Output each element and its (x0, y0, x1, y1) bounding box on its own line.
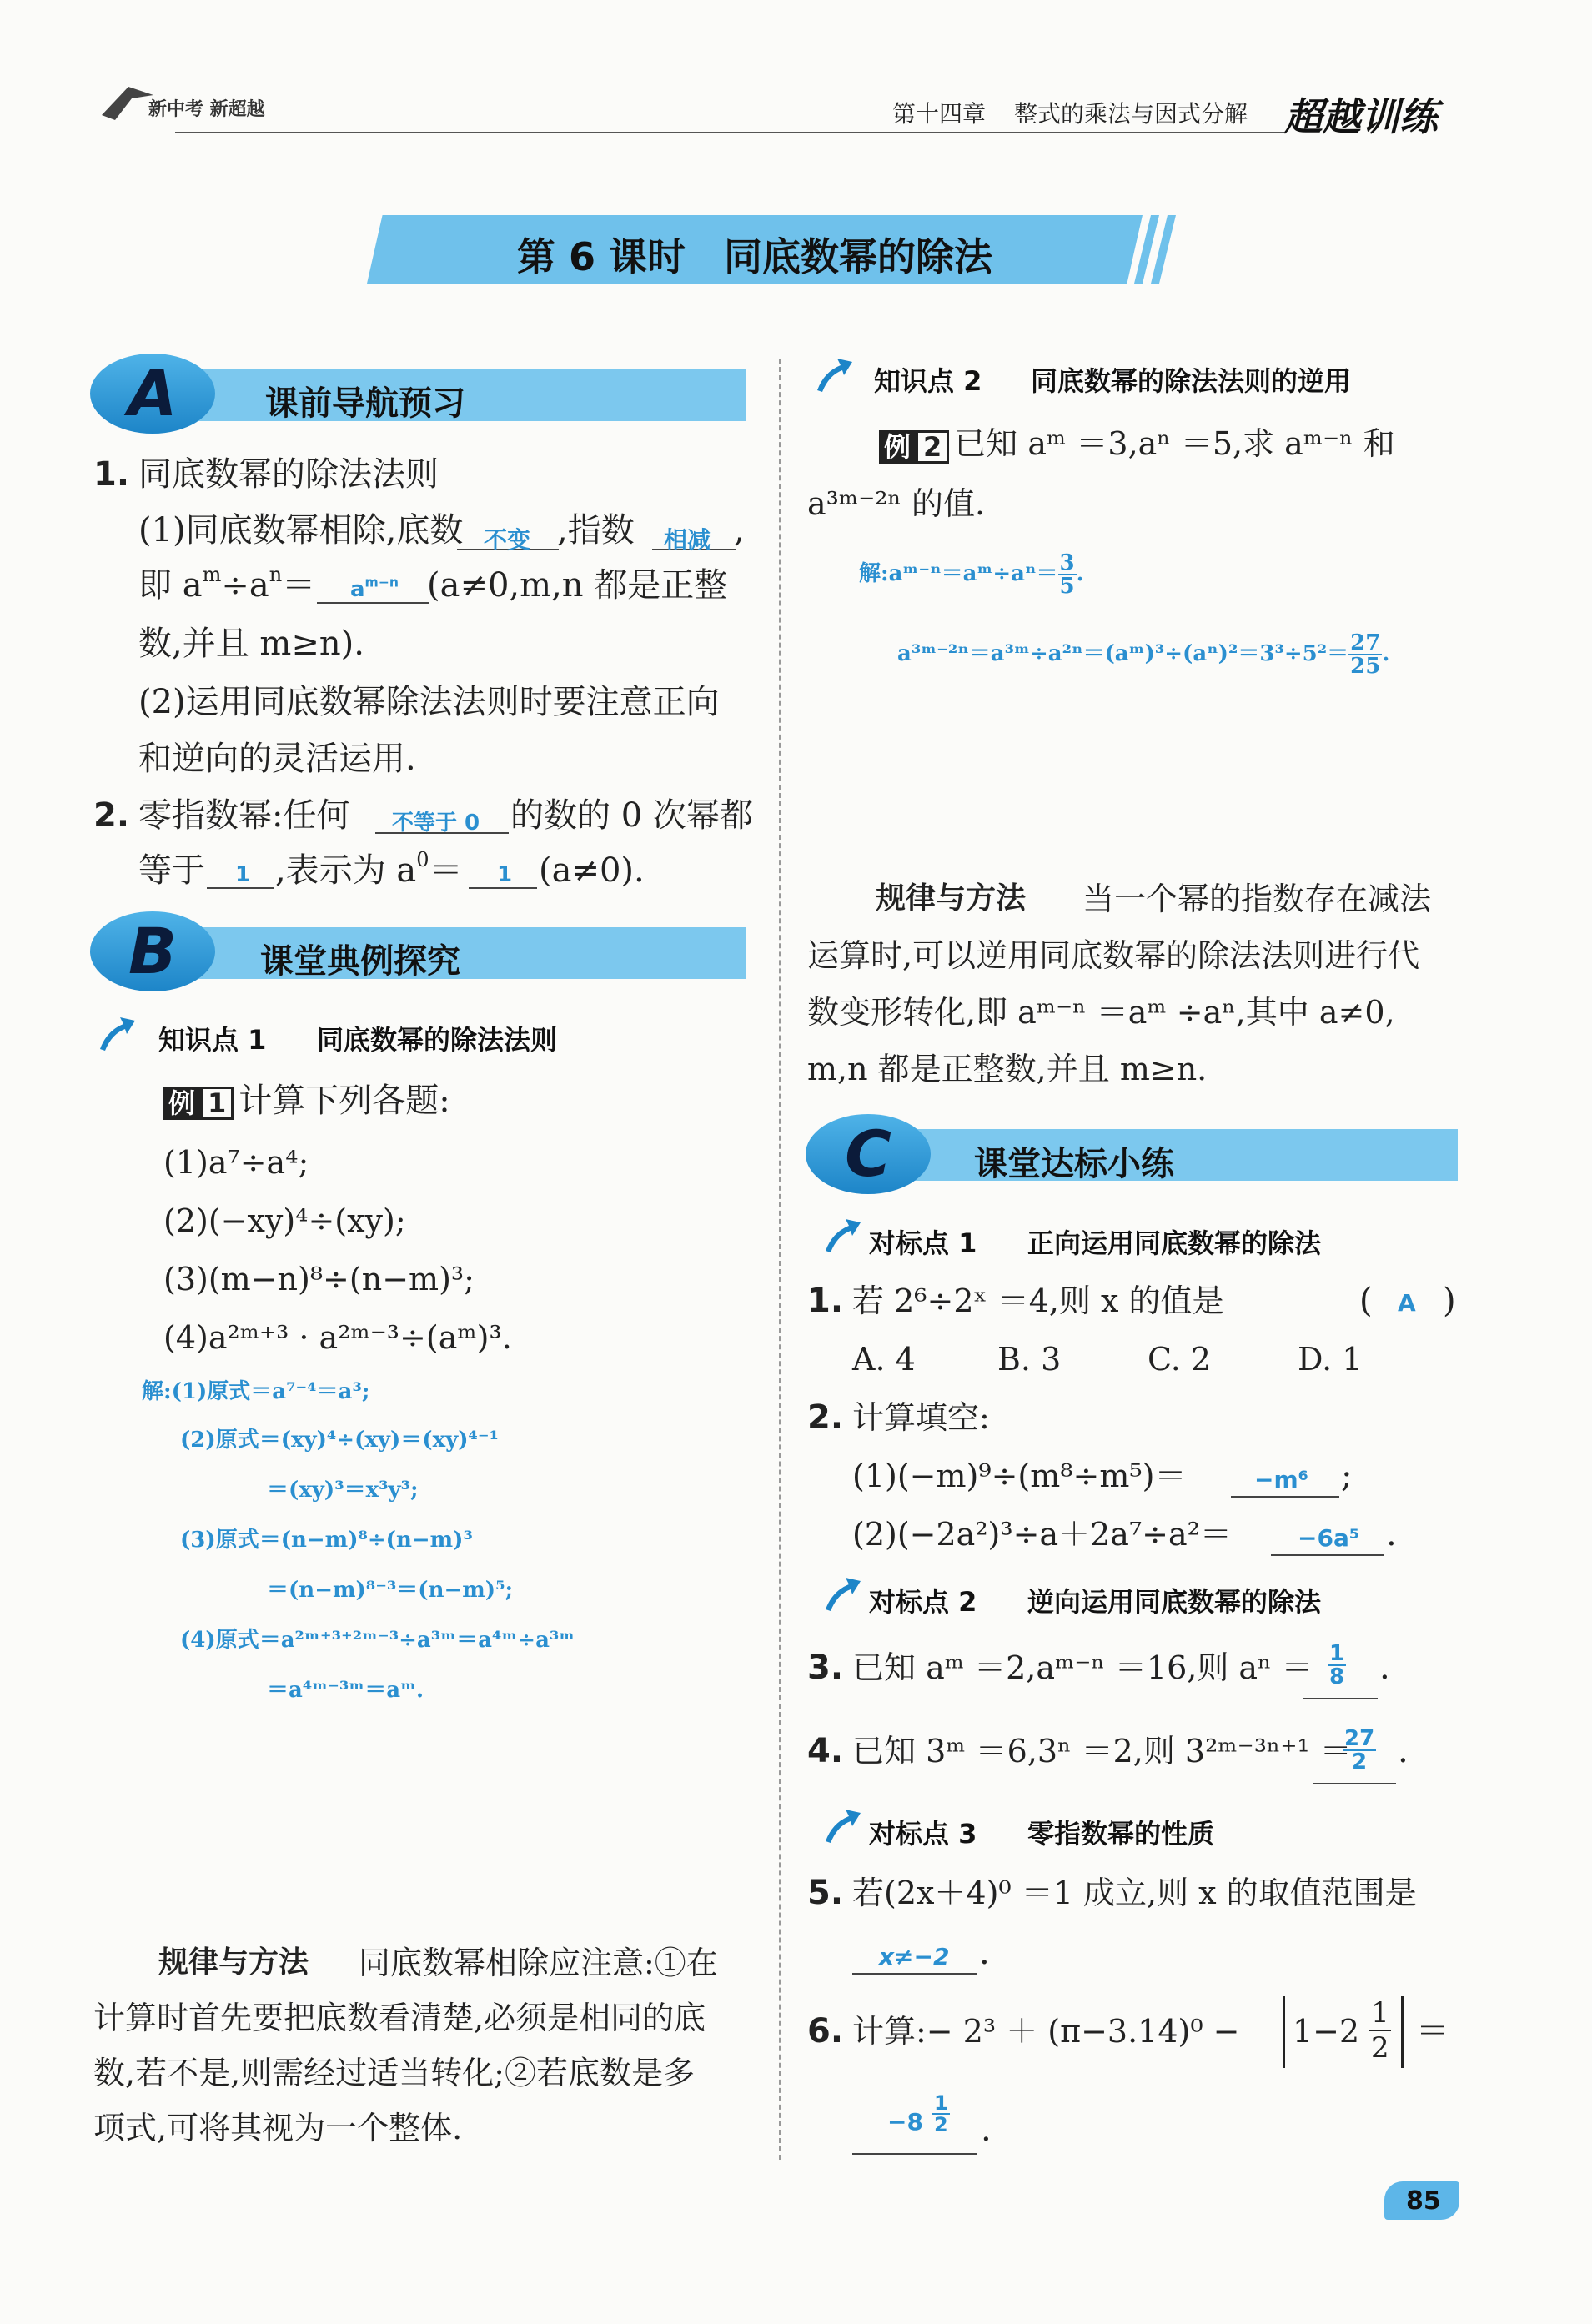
rule2-line1: 当一个幂的指数存在减法 (1082, 881, 1432, 917)
ex2-sol2-end: . (1382, 641, 1390, 666)
fraction-denominator: 25 (1350, 654, 1381, 679)
ex2-sol1-end: . (1076, 561, 1084, 586)
a1-line2-b-sup: n (269, 563, 283, 586)
ex1-sol4: (3)原式＝(n−m)⁸÷(n−m)³ (180, 1528, 473, 1553)
ex1-q3: (3)(m−n)⁸÷(n−m)³; (163, 1261, 475, 1298)
ex2-sol2 (897, 632, 1389, 677)
ex2-sol1-text: 解:aᵐ⁻ⁿ＝aᵐ÷aⁿ＝ (859, 561, 1058, 586)
a1-answer3 (350, 577, 399, 602)
ex1-prompt: 计算下列各题: (239, 1082, 450, 1120)
ex1-q4: (4)a²ᵐ⁺³ · a²ᵐ⁻³÷(aᵐ)³. (163, 1319, 512, 1356)
rule2-line4: m,n 都是正整数,并且 m≥n. (807, 1051, 1208, 1087)
ex1-sol7: ＝a⁴ᵐ⁻³ᵐ＝aᵐ. (267, 1678, 424, 1703)
fraction-numerator: 27 (1344, 1726, 1375, 1751)
ex2-sol2-text: a³ᵐ⁻²ⁿ＝a³ᵐ÷a²ⁿ＝(aᵐ)³÷(aⁿ)²＝3³÷5²＝ (897, 641, 1349, 666)
c2-end2: . (1386, 1515, 1397, 1554)
c5-end: . (979, 1934, 990, 1972)
a1-number: 1. (93, 455, 130, 494)
rule1-line2: 计算时首先要把底数看清楚,必须是相同的底 (93, 2000, 706, 2036)
rule1-title: 规律与方法 (158, 1945, 309, 1980)
tp1-label: 对标点 1 (869, 1227, 977, 1259)
c5-number: 5. (807, 1874, 844, 1912)
rule2-title: 规律与方法 (876, 881, 1027, 916)
tp2-label: 对标点 2 (869, 1586, 977, 1618)
fraction-numerator: 3 (1059, 550, 1075, 575)
section-c-badge: C (806, 1114, 931, 1194)
c4-blank (1313, 1783, 1396, 1784)
ex2-line1 (879, 424, 1395, 464)
c2-q2: (2)(−2a²)³÷a＋2a⁷÷a²＝ (852, 1516, 1232, 1553)
ex2-sol1 (859, 552, 1084, 597)
c2-blank2 (1271, 1554, 1384, 1556)
rule2-line2: 运算时,可以逆用同底数幂的除法法则进行代 (807, 937, 1420, 974)
lesson-title: 第 6 课时 同底数幂的除法 (517, 234, 993, 279)
ex1-sol5: ＝(n−m)⁸⁻³＝(n−m)⁵; (267, 1578, 514, 1603)
fraction-denominator: 2 (934, 2113, 948, 2136)
ex1-q1: (1)a⁷÷a⁴; (163, 1144, 309, 1181)
c5-question: 若(2x＋4)⁰ ＝1 成立,则 x 的取值范围是 (852, 1875, 1417, 1911)
knowledge-point-arrow-icon (98, 1016, 135, 1052)
ex2-line2: a³ᵐ⁻²ⁿ 的值. (807, 485, 986, 522)
c3-end: . (1379, 1649, 1390, 1687)
section-c-title: 课堂达标小练 (974, 1145, 1174, 1183)
header-rule (175, 132, 1284, 133)
rule2-line3: 数变形转化,即 aᵐ⁻ⁿ ＝aᵐ ÷aⁿ,其中 a≠0, (807, 994, 1395, 1031)
c2-q1: (1)(−m)⁹÷(m⁸÷m⁵)＝ (852, 1458, 1187, 1494)
c6-number: 6. (807, 2012, 844, 2050)
tp1-title: 正向运用同底数幂的除法 (1027, 1227, 1322, 1259)
a2-blank3 (469, 887, 537, 889)
a2-line2c: ＝ (429, 851, 463, 890)
c4-answer (1343, 1728, 1376, 1773)
ex1-sol3: ＝(xy)³＝x³y³; (267, 1478, 419, 1503)
ex1-head (163, 1081, 450, 1121)
knowledge-point-arrow-icon (816, 357, 852, 394)
a1-line1a: (1)同底数幂相除,底数 (138, 511, 464, 550)
page-number: 85 (1406, 2186, 1441, 2216)
a1-line2-c: ＝ (282, 566, 316, 605)
ex2-sol2-fraction (1348, 632, 1382, 677)
section-b-badge: B (90, 911, 215, 991)
c1-option-c: C. 2 (1148, 1341, 1212, 1378)
a2-line2b-sup: 0 (416, 848, 429, 871)
fraction-denominator: 5 (1059, 574, 1075, 599)
c6-abs-fraction (1369, 1996, 1391, 2065)
a1-answer1: 不变 (484, 526, 531, 554)
ex1-sol1: 解:(1)原式＝a⁷⁻⁴＝a³; (142, 1379, 370, 1404)
c6-question: 计算:− 2³ ＋ (π−3.14)⁰ − (852, 2013, 1240, 2050)
c3-number: 3. (807, 1649, 844, 1687)
ex2-sol1-fraction (1058, 552, 1077, 597)
c6-answer-whole: −8 (887, 2108, 923, 2136)
c2-answer2: −6a⁵ (1298, 1524, 1360, 1552)
a1-line2d: (a≠0,m,n 都是正整 (427, 566, 728, 605)
a2-line2b-text: ,表示为 a (275, 851, 417, 890)
target-point-arrow-icon (824, 1217, 861, 1254)
c3-question: 已知 aᵐ ＝2,aᵐ⁻ⁿ ＝16,则 aⁿ ＝ (852, 1649, 1313, 1686)
c2-number: 2. (807, 1398, 844, 1437)
c2-question: 计算填空: (852, 1399, 990, 1436)
c6-abs-inner: 1−2 (1293, 2013, 1360, 2050)
example-tag: 例 (879, 430, 916, 464)
c1-option-a: A. 4 (852, 1341, 916, 1378)
c3-answer (1328, 1643, 1346, 1688)
c2-answer1: −m⁶ (1254, 1466, 1308, 1493)
ex2-line1-text: 已知 aᵐ ＝3,aⁿ ＝5,求 aᵐ⁻ⁿ 和 (954, 425, 1395, 462)
a1-line2-a: 即 a (138, 566, 203, 605)
c6-equals: ＝ (1416, 2012, 1449, 2050)
a2-answer2: 1 (235, 862, 251, 887)
example-number: 1 (200, 1087, 234, 1120)
c1-question: 若 2⁶÷2ˣ ＝4,则 x 的值是 (852, 1282, 1224, 1319)
a1-line2-b: ÷a (221, 566, 269, 605)
c1-number: 1. (807, 1282, 844, 1320)
a2-line2d: (a≠0). (539, 851, 645, 890)
fraction-numerator: 27 (1350, 630, 1381, 655)
tp2-title: 逆向运用同底数幂的除法 (1027, 1586, 1322, 1618)
c1-paren-right: ) (1443, 1282, 1456, 1320)
a1-line1c: , (734, 511, 745, 550)
example-number: 2 (916, 430, 949, 464)
c4-number: 4. (807, 1732, 844, 1770)
fraction-denominator: 2 (1371, 2031, 1389, 2065)
chapter-title: 整式的乘法与因式分解 (1014, 100, 1248, 128)
a1-answer3-base: a (350, 577, 365, 602)
a2-line2a: 等于 (138, 851, 205, 890)
column-divider (779, 359, 781, 2160)
c2-blank1 (1231, 1496, 1339, 1498)
a2-answer3: 1 (497, 862, 513, 887)
kp2-label: 知识点 2 (874, 365, 982, 397)
a2-blank2 (207, 887, 274, 889)
banner-stripes-icon (1134, 215, 1184, 284)
c5-blank (852, 1973, 977, 1975)
rule1-line4: 项式,可将其视为一个整体. (93, 2110, 463, 2146)
c1-option-b: B. 3 (997, 1341, 1062, 1378)
c1-answer: A (1398, 1289, 1416, 1317)
c4-question: 已知 3ᵐ ＝6,3ⁿ ＝2,则 3²ᵐ⁻³ⁿ⁺¹ ＝ (852, 1733, 1352, 1769)
a1-line2-a-sup: m (202, 563, 222, 586)
fraction-numerator: 1 (1329, 1641, 1345, 1666)
section-a-badge: A (90, 354, 215, 434)
a2-number: 2. (93, 796, 130, 835)
fraction-numerator: 1 (1371, 1996, 1389, 2030)
brand-text: 新中考 新超越 (148, 99, 265, 120)
a1-line1b: ,指数 (557, 511, 635, 550)
c6-abs-bar-left (1283, 1996, 1285, 2068)
c6-abs-bar-right (1401, 1996, 1404, 2068)
fraction-denominator: 2 (1352, 1749, 1368, 1774)
a1-line5: 和逆向的灵活运用. (138, 740, 416, 778)
c6-blank (852, 2153, 977, 2155)
fraction-denominator: 8 (1329, 1664, 1345, 1689)
a1-title: 同底数幂的除法法则 (138, 455, 439, 494)
rule1-line1: 同底数幂相除应注意:①在 (359, 1945, 718, 1981)
ex1-sol2: (2)原式＝(xy)⁴÷(xy)＝(xy)⁴⁻¹ (180, 1428, 500, 1453)
fraction-numerator: 1 (934, 2091, 948, 2115)
kp2-title: 同底数幂的除法法则的逆用 (1031, 365, 1352, 397)
a2-line1a: 零指数幂:任何 (138, 796, 350, 835)
kp1-title: 同底数幂的除法法则 (317, 1024, 558, 1056)
c1-option-d: D. 1 (1298, 1341, 1363, 1378)
target-point-arrow-icon (824, 1576, 861, 1613)
a2-line2b (275, 848, 463, 891)
series-title: 超越训练 (1284, 94, 1438, 139)
c6-end: . (981, 2111, 992, 2149)
ex1-sol6: (4)原式＝a²ᵐ⁺³⁺²ᵐ⁻³÷a³ᵐ＝a⁴ᵐ÷a³ᵐ (180, 1628, 575, 1653)
a2-line1b: 的数的 0 次幂都 (510, 796, 753, 835)
section-a-title: 课前导航预习 (265, 384, 465, 423)
a1-line2 (138, 565, 315, 605)
a1-blank3 (317, 602, 429, 604)
ex1-q2: (2)(−xy)⁴÷(xy); (163, 1202, 406, 1239)
c1-paren-left: ( (1359, 1282, 1373, 1320)
a1-line3: 数,并且 m≥n). (138, 625, 364, 663)
target-point-arrow-icon (824, 1808, 861, 1845)
a1-answer2: 相减 (664, 526, 711, 554)
a1-line4: (2)运用同底数幂除法法则时要注意正向 (138, 683, 720, 721)
tp3-title: 零指数幂的性质 (1027, 1818, 1215, 1850)
c6-answer-fraction (932, 2093, 950, 2135)
c2-end1: ; (1341, 1457, 1353, 1495)
c3-blank (1303, 1698, 1378, 1699)
section-b-title: 课堂典例探究 (260, 942, 460, 981)
tp3-label: 对标点 3 (869, 1818, 977, 1850)
c4-end: . (1398, 1732, 1409, 1770)
example-tag: 例 (163, 1087, 200, 1120)
c5-answer: x≠−2 (879, 1943, 950, 1970)
a1-answer3-sup: m−n (364, 575, 399, 590)
kp1-label: 知识点 1 (158, 1024, 267, 1056)
rule1-line3: 数,若不是,则需经过适当转化;②若底数是多 (93, 2055, 695, 2091)
a2-answer1: 不等于 0 (392, 811, 480, 836)
chapter-label: 第十四章 (892, 100, 987, 128)
